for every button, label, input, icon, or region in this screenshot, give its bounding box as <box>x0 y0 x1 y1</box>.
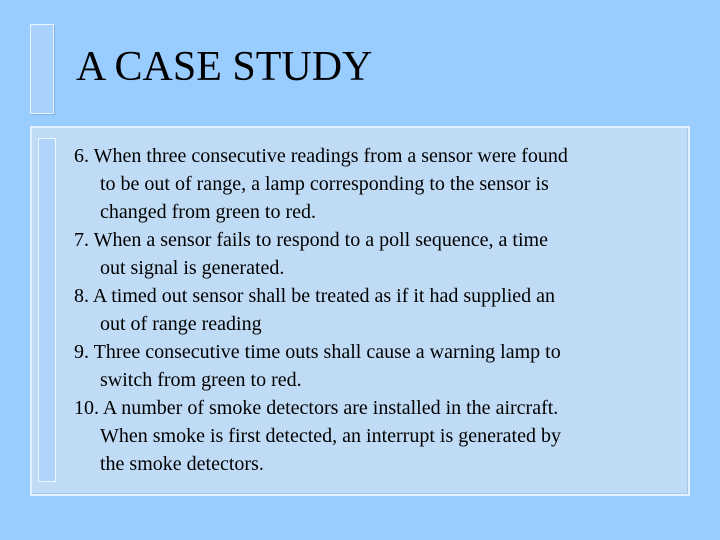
list-item: 9. Three consecutive time outs shall cause a warning lamp to switch from green to red. <box>74 341 561 391</box>
title-accent-bar <box>30 24 54 114</box>
slide-title: A CASE STUDY <box>76 44 373 90</box>
content-accent-bar <box>38 138 56 482</box>
case-study-list <box>74 142 674 478</box>
list-item: 8. A timed out sensor shall be treated as if it had supplied an out of range reading <box>74 285 556 335</box>
list-item: 7. When a sensor fails to respond to a poll sequence, a time out signal is generated. <box>74 229 548 279</box>
list-item: 6. When three consecutive readings from a sensor were found to be out of range, a lamp corresponding to the sensor is changed from green to red. <box>74 145 568 223</box>
list-item: 10. A number of smoke detectors are installed in the aircraft. When smoke is first detected, an interrupt is generated by the smoke detectors. <box>74 397 561 475</box>
